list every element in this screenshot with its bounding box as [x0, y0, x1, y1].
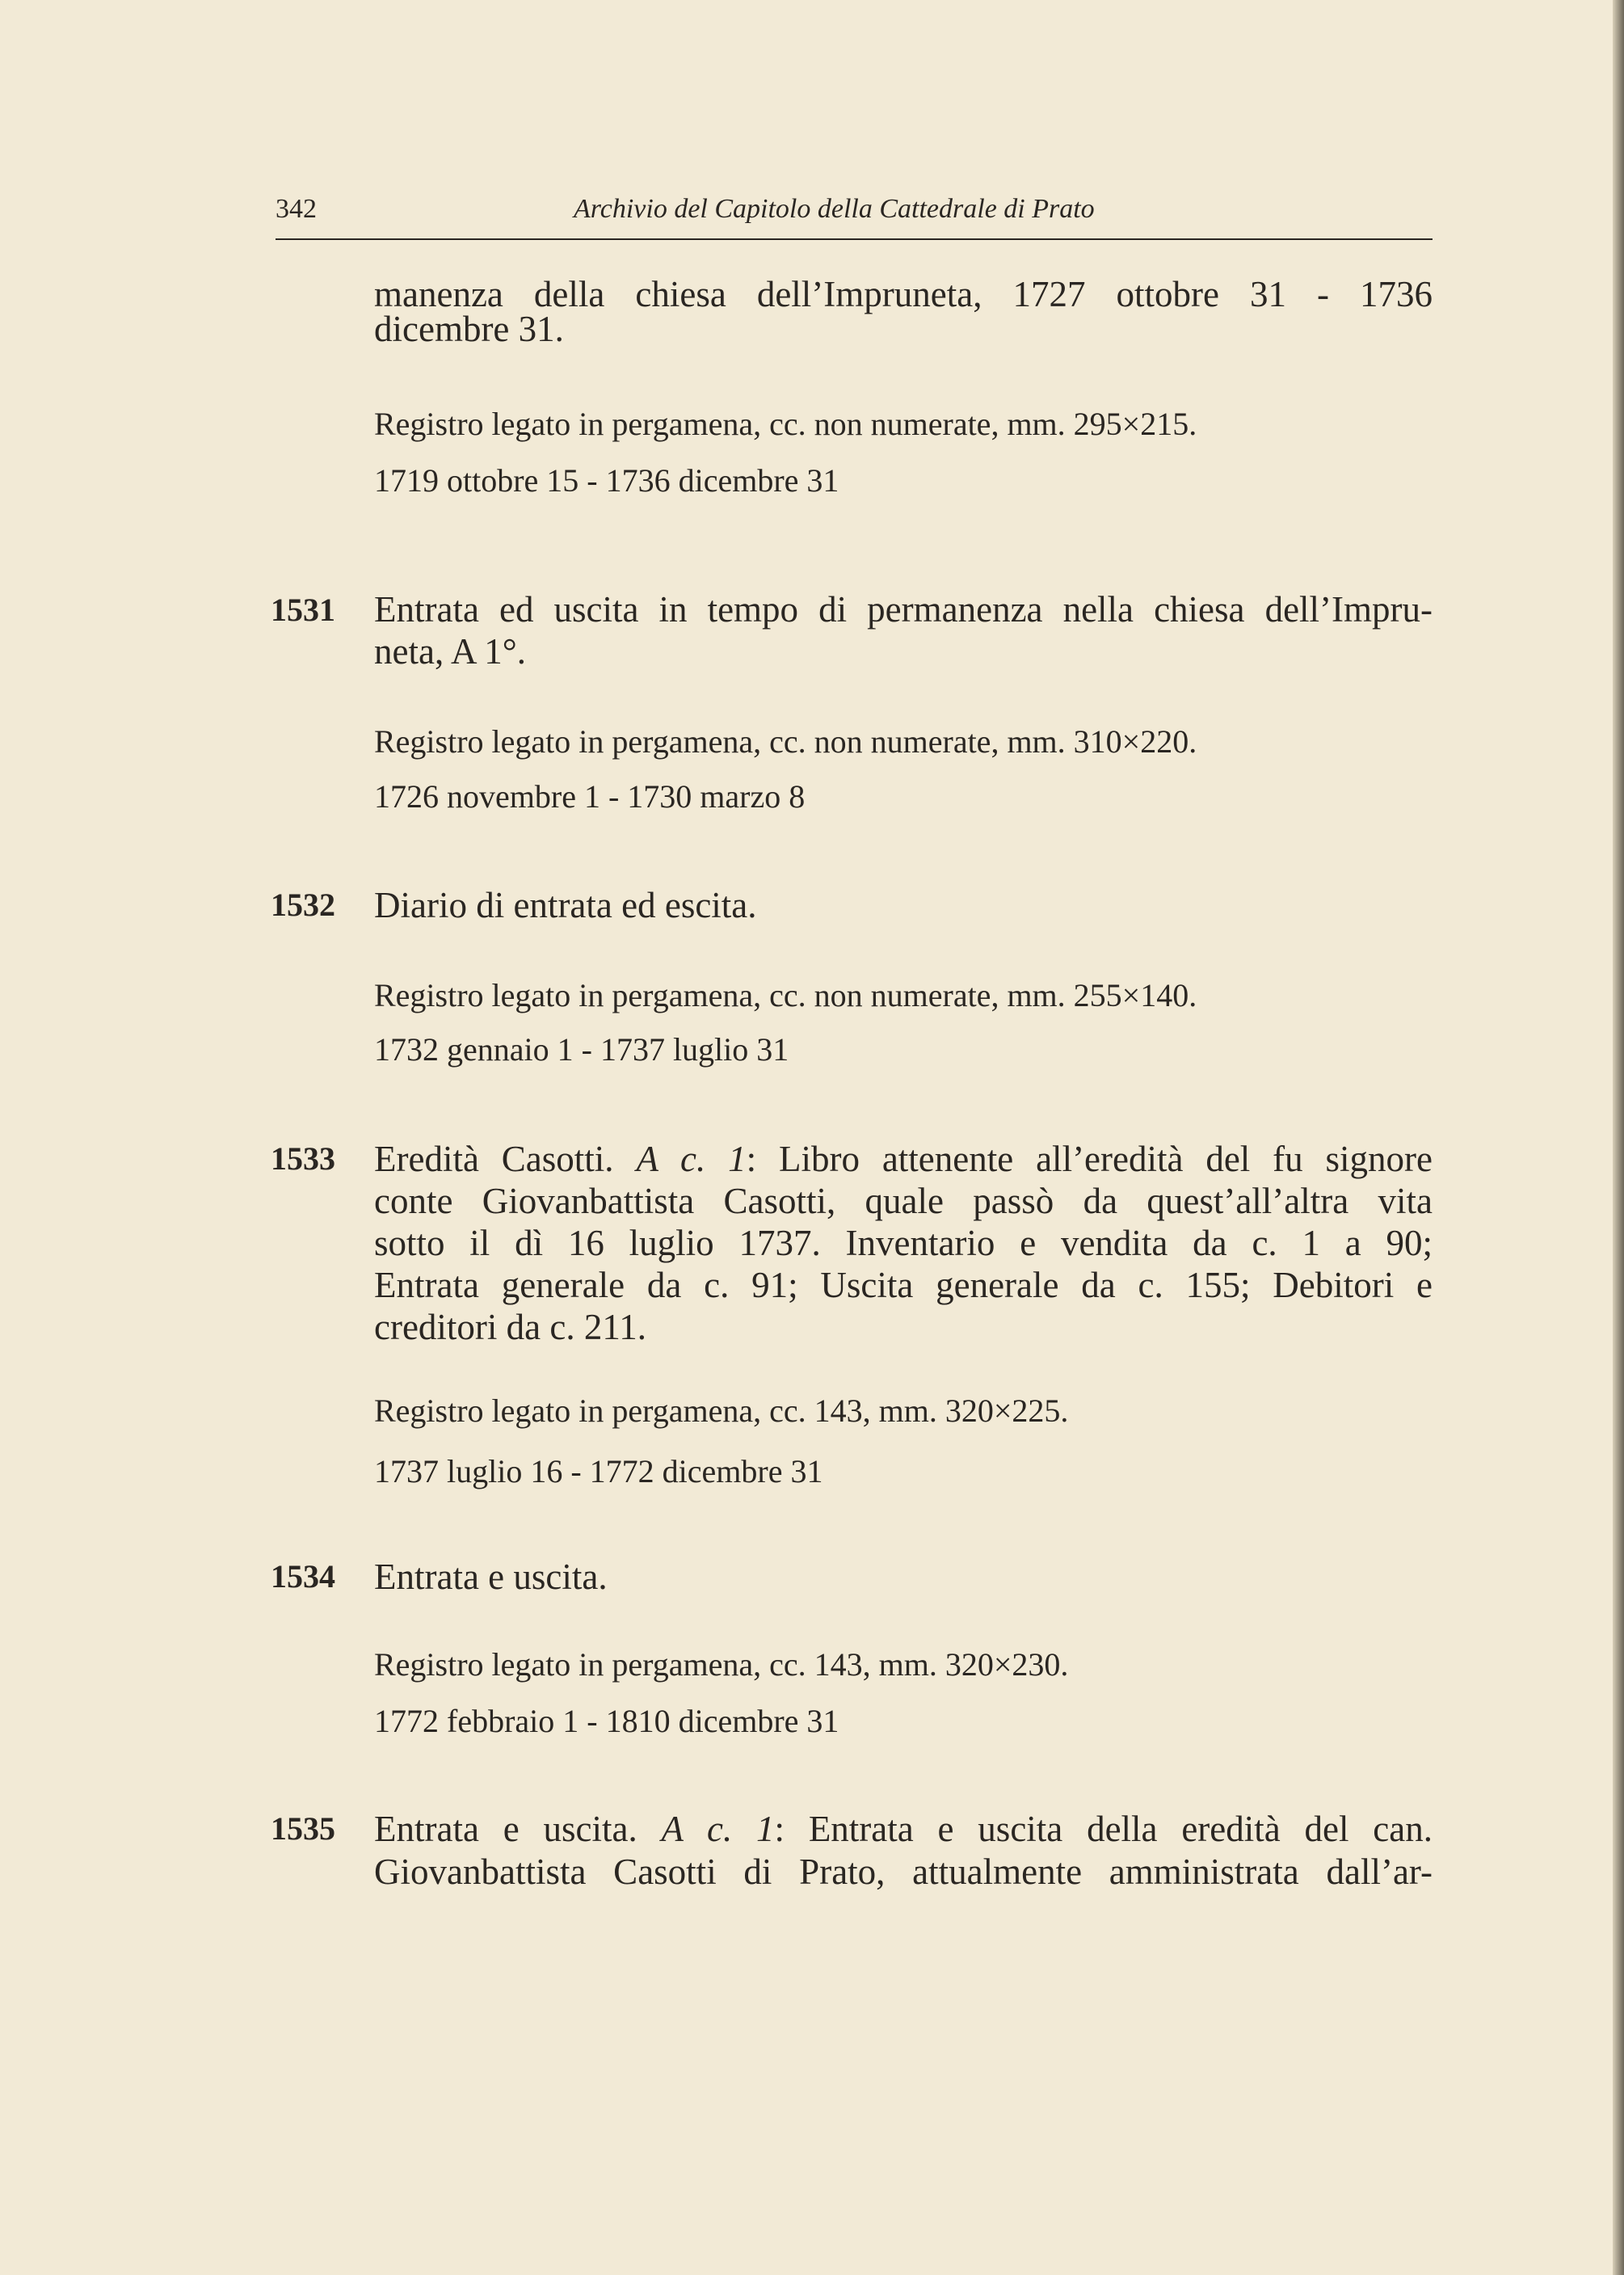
entry-number: 1535	[271, 1810, 335, 1847]
body-line: manenza della chiesa dell’Impruneta, 1727 ottobre 31 - 1736	[374, 274, 1433, 314]
entry-dates: 1772 febbraio 1 - 1810 dicembre 31	[374, 1703, 839, 1739]
body-line: neta, A 1°.	[374, 631, 526, 672]
entry-number: 1532	[271, 887, 335, 923]
entry-description: Registro legato in pergamena, cc. non numerate, mm. 255×140.	[374, 977, 1197, 1013]
body-line	[374, 1138, 1433, 1180]
body-line: dicembre 31.	[374, 309, 564, 349]
folio-ref: A c. 1	[661, 1809, 775, 1849]
body-line: Entrata ed uscita in tempo di permanenza nella chiesa dell’Impru-	[374, 589, 1433, 630]
body-line: creditori da c. 211.	[374, 1307, 646, 1347]
folio-ref: A c. 1	[636, 1139, 747, 1179]
entry-description: Registro legato in pergamena, cc. 143, mm. 320×225.	[374, 1392, 1069, 1429]
body-line: sotto il dì 16 luglio 1737. Inventario e vendita da c. 1 a 90;	[374, 1223, 1433, 1263]
entry-text: : Entrata e uscita della eredità del can.	[774, 1809, 1433, 1849]
entry-description: Registro legato in pergamena, cc. 143, mm. 320×230.	[374, 1646, 1069, 1683]
entry-text: : Libro attenente all’eredità del fu signore	[746, 1139, 1433, 1179]
entry-description: Registro legato in pergamena, cc. non numerate, mm. 310×220.	[374, 723, 1197, 760]
running-title: Archivio del Capitolo della Cattedrale di Prato	[574, 194, 1095, 224]
page-edge	[1613, 0, 1624, 2275]
body-line: Entrata e uscita.	[374, 1557, 608, 1597]
entry-title: Entrata e uscita.	[374, 1809, 637, 1849]
page-number: 342	[276, 194, 317, 224]
entry-number: 1531	[271, 592, 335, 628]
body-line: Entrata generale da c. 91; Uscita generale da c. 155; Debitori e	[374, 1265, 1433, 1305]
entry-dates: 1726 novembre 1 - 1730 marzo 8	[374, 778, 806, 815]
entry-number: 1534	[271, 1558, 335, 1595]
entry-description: Registro legato in pergamena, cc. non numerate, mm. 295×215.	[374, 406, 1197, 442]
entry-dates: 1719 ottobre 15 - 1736 dicembre 31	[374, 462, 839, 499]
entry-dates: 1732 gennaio 1 - 1737 luglio 31	[374, 1031, 789, 1068]
body-line: Diario di entrata ed escita.	[374, 885, 757, 925]
body-line	[374, 1808, 1433, 1850]
body-line: conte Giovanbattista Casotti, quale passò da quest’all’altra vita	[374, 1181, 1433, 1221]
body-line: Giovanbattista Casotti di Prato, attualmente amministrata dall’ar-	[374, 1852, 1433, 1892]
entry-dates: 1737 luglio 16 - 1772 dicembre 31	[374, 1453, 823, 1489]
header-rule	[276, 238, 1433, 240]
entry-title: Eredità Casotti.	[374, 1139, 614, 1179]
entry-number: 1533	[271, 1140, 335, 1177]
